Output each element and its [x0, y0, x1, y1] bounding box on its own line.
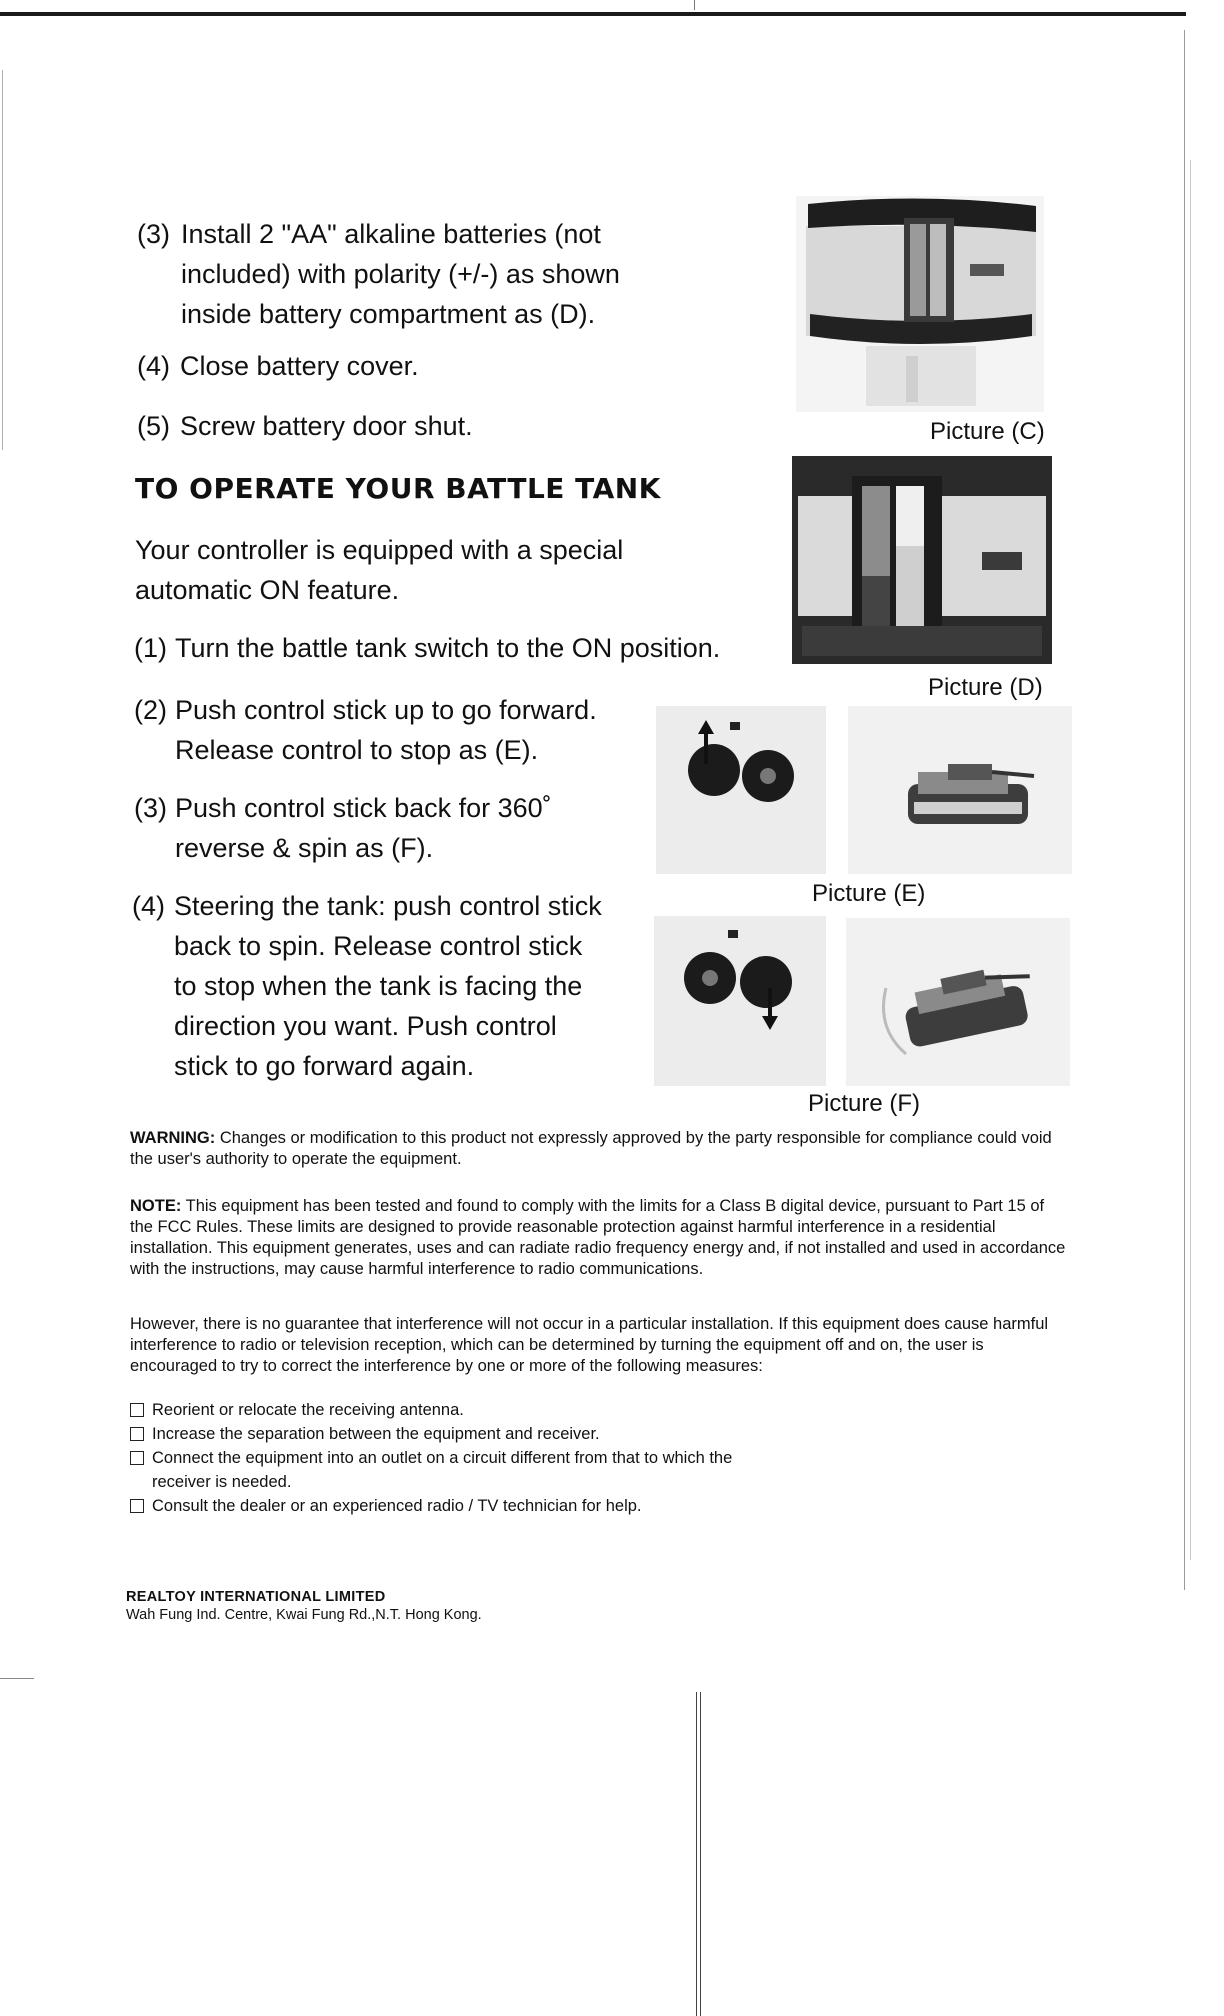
step-line: back to spin. Release control stick [174, 931, 583, 961]
step-turn-switch-on [134, 628, 774, 668]
scan-border-right-faint [1190, 160, 1191, 1560]
company-name: REALTOY INTERNATIONAL LIMITED [126, 1589, 386, 1605]
warning-label: WARNING: [130, 1129, 216, 1147]
step-install-batteries [137, 214, 697, 334]
step-line: inside battery compartment as (D). [181, 299, 596, 329]
intro-text: Your controller is equipped with a special automatic ON feature. [135, 535, 624, 605]
note-text: This equipment has been tested and found to comply with the limits for a Class B digital device, pursuant to Part 15 of the FCC Rules. These limits are designed to provide reasonable protection against harmful interference in a residential installation. This equipment generates, uses and can radiate radio frequency energy and, if not installed and used in accordance with the instructions, may cause harmful interference to radio communications. [130, 1197, 1066, 1278]
step-line: reverse & spin as (F). [175, 833, 434, 863]
measure-text: Connect the equipment into an outlet on a circuit different from that to which the receiver is needed. [152, 1449, 733, 1491]
step-line: Steering the tank: push control stick [174, 891, 602, 921]
picture-e-tank [848, 706, 1072, 874]
measure-item [128, 1422, 688, 1446]
checkbox-square-icon [130, 1451, 144, 1465]
step-line: Push control stick up to go forward. [175, 695, 597, 725]
measure-item [128, 1446, 768, 1494]
fold-mark-bottom [696, 1692, 701, 2016]
measure-text: Increase the separation between the equipment and receiver. [152, 1425, 600, 1443]
measure-item [128, 1398, 608, 1422]
company-address: Wah Fung Ind. Centre, Kwai Fung Rd.,N.T. Hong Kong. [126, 1607, 482, 1623]
step-line: Release control to stop as (E). [175, 735, 539, 765]
however-paragraph: However, there is no guarantee that interference will not occur in a particular installation. If this equipment does cause harmful interference to radio or television reception, which can be determined by turning the equipment off and on, the user is encouraged to try to correct the interference by one or more of the following measures: [130, 1315, 1049, 1375]
step-push-back [134, 788, 654, 868]
checkbox-square-icon [130, 1499, 144, 1513]
picture-e-controller [656, 706, 826, 874]
step-number: (3) [134, 793, 167, 823]
picture-d-photo [792, 456, 1052, 664]
warning-paragraph [130, 1128, 1070, 1170]
step-number: (4) [132, 891, 165, 921]
scan-border-right [1184, 30, 1185, 1590]
checkbox-square-icon [130, 1403, 144, 1417]
picture-f-caption: Picture (F) [808, 1090, 921, 1117]
step-number: (4) [137, 351, 170, 381]
step-line: Screw battery door shut. [180, 411, 473, 441]
picture-e-caption: Picture (E) [812, 880, 926, 907]
picture-f-controller [654, 916, 826, 1086]
step-screw-door [137, 406, 697, 446]
measure-text: Reorient or relocate the receiving antenna. [152, 1401, 464, 1419]
scan-border-top [0, 12, 1186, 16]
step-steering [132, 886, 652, 1086]
step-line: stick to go forward again. [174, 1051, 475, 1081]
warning-text: Changes or modification to this product not expressly approved by the party responsible for compliance could void the user's authority to operate the equipment. [130, 1129, 1052, 1168]
step-line: direction you want. Push control [174, 1011, 557, 1041]
note-paragraph [130, 1196, 1070, 1280]
scan-dash-left [0, 1678, 34, 1679]
fold-mark-top [694, 0, 695, 10]
checkbox-square-icon [130, 1427, 144, 1441]
picture-f-tank [846, 918, 1070, 1086]
measure-item [128, 1494, 768, 1518]
measure-text: Consult the dealer or an experienced radio / TV technician for help. [152, 1497, 642, 1515]
step-line: included) with polarity (+/-) as shown [181, 259, 620, 289]
step-number: (1) [134, 633, 167, 663]
step-line: Close battery cover. [180, 351, 419, 381]
measures-list [128, 1398, 768, 1518]
scan-border-left [2, 70, 3, 450]
picture-c-photo [796, 196, 1044, 412]
step-number: (3) [137, 219, 170, 249]
company-block [126, 1588, 482, 1624]
step-number: (5) [137, 411, 170, 441]
note-label: NOTE: [130, 1197, 182, 1215]
step-line: to stop when the tank is facing the [174, 971, 583, 1001]
section-heading: TO OPERATE YOUR BATTLE TANK [135, 472, 661, 505]
step-close-cover [137, 346, 697, 386]
step-line: Install 2 "AA" alkaline batteries (not [181, 219, 601, 249]
step-line: Turn the battle tank switch to the ON position. [175, 633, 721, 663]
picture-c-caption: Picture (C) [930, 418, 1045, 445]
step-number: (2) [134, 695, 167, 725]
picture-d-caption: Picture (D) [928, 674, 1043, 701]
step-push-forward [134, 690, 654, 770]
step-line: Push control stick back for 360˚ [175, 793, 552, 823]
